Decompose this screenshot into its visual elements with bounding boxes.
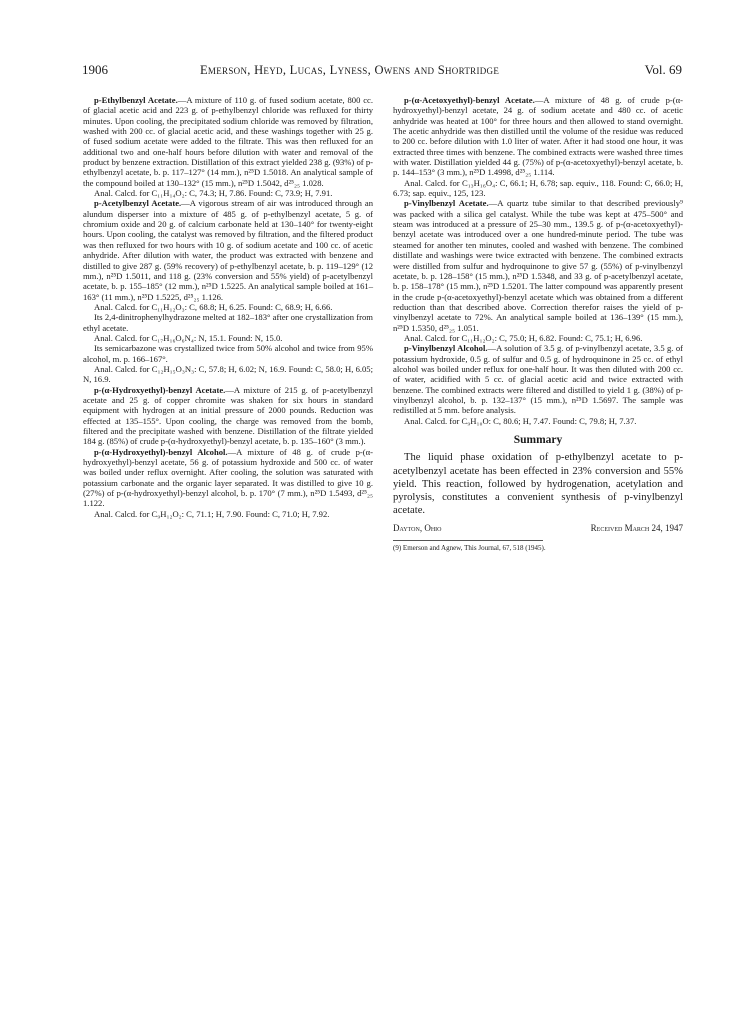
analysis-paragraph [83, 364, 373, 385]
paragraph-text: Anal. Calcd. for C₉H₁₂O₂: C, 71.1; H, 7.90. Found: C, 71.0; H, 7.92. [94, 508, 330, 519]
compound-heading: p-Acetylbenzyl Acetate. [94, 198, 182, 209]
compound-heading: p-(α-Hydroxyethyl)-benzyl Alcohol. [94, 446, 228, 457]
paragraph [393, 95, 683, 178]
analysis-paragraph [83, 188, 373, 198]
received-line [393, 523, 683, 533]
paragraph-text: —A mixture of 48 g. of crude p-(α-hydroxyethyl)-benzyl acetate, 24 g. of sodium acetate and 480 cc. of acetic anhydride was heated at 100° for three hours and then allowed to stand overnight. The acetic anhydride was then distilled until the volume of the residue was reduced to 200 cc. before dilution with 1.0 liter of water. After it had stood one hour, it was extracted three times with benzene. The combined extracts were washed three times with water. Distillation yielded 44 g. (75%) of p-(α-acetoxyethyl)-benzyl acetate, b. p. 144–153° (3 mm.), n²⁵D 1.4998, d²⁵₂₅ 1.114. [393, 95, 684, 178]
paragraph-text: Anal. Calcd. for C₁₃H₁₆O₄: C, 66.1; H, 6.78; sap. equiv., 118. Found: C, 66.0; H, 6.73; sap. equiv., 125, 123. [393, 177, 683, 199]
analysis-paragraph [393, 416, 683, 426]
paragraph [393, 198, 683, 332]
analysis-paragraph [393, 333, 683, 343]
page-number: 1906 [82, 62, 108, 77]
paragraph-text: —A mixture of 110 g. of fused sodium acetate, 800 cc. of glacial acetic acid and 223 g. of p-ethylbenzyl chloride was refluxed for thirty minutes. Upon cooling, the precipitated sodium chloride was removed by filtration, washed with 200 cc. of glacial acetic acid, and these washings together with 25 g. of fused sodium acetate were added to the filtrate. This was then refluxed for an additional two and one-half hours before dilution with water and removal of the product by benzene extraction. Distillation of this extract yielded 238 g. (93%) of p-ethylbenzyl acetate, b. p. 117–127° (14 mm.), n²⁵D 1.5018. An analytical sample of the compound boiled at 130–132° (15 mm.), n²⁵D 1.5042, d²⁵₂₅ 1.028. [83, 95, 373, 188]
analysis-paragraph [83, 302, 373, 312]
paragraph-text: Anal. Calcd. for C₉H₁₀O: C, 80.6; H, 7.47. Found: C, 79.8; H, 7.37. [404, 415, 637, 426]
analysis-paragraph [83, 509, 373, 519]
paragraph-text: Anal. Calcd. for C₁₂H₁₅O₃N₃: C, 57.8; H, 6.02; N, 16.9. Found: C, 58.0; H, 6.05; N, 16.9. [83, 363, 373, 385]
analysis-paragraph [83, 333, 373, 343]
location: Dayton, Ohio [393, 523, 442, 534]
paragraph-text: Anal. Calcd. for C₁₁H₁₂O₃: C, 68.8; H, 6.25. Found: C, 68.9; H, 6.66. [94, 301, 333, 312]
paragraph [83, 447, 373, 509]
paragraph-text: —A mixture of 215 g. of p-acetylbenzyl acetate and 25 g. of copper chromite was shaken for six hours in standard equipment with hydrogen at an initial pressure of 2000 pounds. Reduction was effected at 135–155°. Upon cooling, the charge was removed from the bomb, filtered and the precipitate washed with benzene. Distillation of the filtrate yielded 184 g. (85%) of crude p-(α-hydroxyethyl)-benzyl acetate, b. p. 135–160° (3 mm.). [83, 384, 373, 447]
analysis-paragraph [393, 178, 683, 199]
compound-heading: p-Vinylbenzyl Acetate. [404, 198, 489, 209]
paragraph [83, 385, 373, 447]
paragraph-text: —A solution of 3.5 g. of p-vinylbenzyl acetate, 3.5 g. of potassium hydroxide, 0.5 g. of sulfur and 0.5 g. of hydroquinone in 25 cc. of ethyl alcohol was boiled under reflux for one-half hour. It was then diluted with 200 cc. of water, acidified with 5 cc. of glacial acetic acid and twice extracted with benzene. The combined extracts were filtered and distilled to yield 1 g. (38%) of p-vinylbenzyl alcohol, b. p. 132–137° (15 mm.), n²⁵D 1.5697. The sample was redistilled at 5 mm. before analysis. [393, 343, 683, 416]
paragraph-text: —A mixture of 48 g. of crude p-(α-hydroxyethyl)-benzyl acetate, 56 g. of potassium hydroxide and 500 cc. of water was boiled under reflux overnight. After cooling, the solution was saturated with potassium carbonate and the organic layer separated. It was distilled to give 10 g. (27%) of p-(α-hydroxyethyl)-benzyl alcohol, b. p. 170° (7 mm.), n²⁵D 1.5493, d²⁵₂₅ 1.122. [83, 446, 373, 509]
summary-heading: Summary [513, 434, 563, 446]
paragraph-text: Anal. Calcd. for C₁₁H₁₂O₂: C, 75.0; H, 6.82. Found: C, 75.1; H, 6.96. [404, 332, 643, 343]
paragraph-text: —A vigorous stream of air was introduced through an alundum disperser into a mixture of 485 g. of p-ethylbenzyl acetate, 5 g. of chromium oxide and 20 g. of calcium carbonate held at 130–140° for twenty-eight hours. Upon cooling, the catalyst was removed by filtration, and the filtered product was then refluxed for two hours with 10 g. of sodium acetate and 100 cc. of acetic anhydride. After dilution with water, the product was extracted with benzene and distilled to give 287 g. (59% recovery) of p-ethylbenzyl acetate, b. p. 119–129° (12 mm.), n²⁵D 1.5011, and 118 g. (23% conversion and 55% yield) of p-acetylbenzyl acetate, b. p. 155–185° (12 mm.), n²⁵D 1.5225. An analytical sample boiled at 161–163° (11 mm.), n²⁵D 1.5225, d²⁵₂₅ 1.126. [83, 198, 373, 302]
received-date: Received March 24, 1947 [590, 523, 683, 534]
paragraph [393, 343, 683, 415]
footnote: (9) Emerson and Agnew, This Journal, 67, 518 (1945). [393, 540, 543, 553]
left-column [83, 95, 373, 519]
volume-number: Vol. 69 [644, 62, 682, 77]
paragraph [83, 95, 373, 188]
paragraph-text: Its 2,4-dinitrophenylhydrazone melted at 182–183° after one crystallization from ethyl acetate. [83, 312, 373, 333]
summary-text: The liquid phase oxidation of p-ethylbenzyl acetate to p-acetylbenzyl acetate has been effected in 23% conversion and 55% yield. This reaction, followed by hydrogenation, acetylation and pyrolysis, constitutes a convenient synthesis of p-vinylbenzyl acetate. [393, 452, 683, 517]
paragraph [83, 198, 373, 301]
compound-heading: p-Ethylbenzyl Acetate. [94, 95, 178, 105]
paragraph-text: Its semicarbazone was crystallized twice from 50% alcohol and twice from 95% alcohol, m. p. 166–167°. [83, 343, 373, 364]
running-head-authors: Emerson, Heyd, Lucas, Lyness, Owens and Shortridge [200, 63, 500, 77]
page-header [82, 62, 682, 82]
paragraph-text: —A quartz tube similar to that described previously⁹ was packed with a silica gel catalyst. While the tube was kept at 475–500° and steam was introduced at a pressure of 25–30 mm., 139.5 g. of p-(α-acetoxyethyl)-benzyl acetate was introduced over a one hundred-minute period. The tube was steamed for another ten minutes, cooled and washed with benzene. The combined distillate and washings were twice extracted with benzene. The combined extracts were distilled from sulfur and hydroquinone to give 57 g. (55%) of p-vinylbenzyl acetate, b. p. 128–158° (15 mm.), n²⁵D 1.5348, and 33 g. of p-acetylbenzyl acetate, b. p. 158–178° (15 mm.), n²⁵D 1.5201. The latter compound was apparently present in the crude p-(α-acetoxyethyl)-benzyl acetate which was obtained from a different reduction than that described above. Correction therefor raises the yield of p-vinylbenzyl acetate to 72%. An analytical sample boiled at 136–139° (15 mm.), n²⁵D 1.5350, d²⁵₂₅ 1.051. [393, 198, 683, 333]
paragraph [83, 312, 373, 333]
right-column [393, 95, 683, 553]
compound-heading: p-Vinylbenzyl Alcohol. [404, 343, 488, 354]
paragraph-text: Anal. Calcd. for C₁₇H₁₆O₆N₄: N, 15.1. Found: N, 15.0. [94, 332, 283, 343]
compound-heading: p-(α-Acetoxyethyl)-benzyl Acetate. [404, 95, 535, 105]
paragraph-text: Anal. Calcd. for C₁₁H₁₄O₂: C, 74.3; H, 7.86. Found: C, 73.9; H, 7.91. [94, 188, 333, 199]
compound-heading: p-(α-Hydroxyethyl)-benzyl Acetate. [94, 384, 226, 395]
paragraph [83, 343, 373, 364]
